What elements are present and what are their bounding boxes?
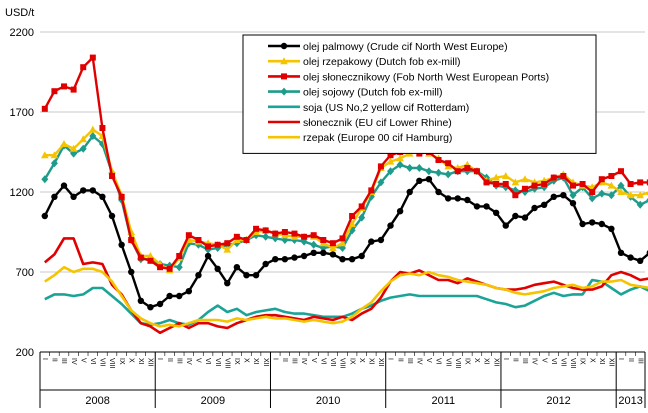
x-tick-label: X <box>127 358 135 363</box>
data-point <box>618 250 624 256</box>
x-tick-label: I <box>386 358 394 360</box>
data-point <box>628 181 634 187</box>
data-point <box>138 298 144 304</box>
legend-item <box>268 71 549 83</box>
x-tick-label: XII <box>492 358 500 367</box>
x-tick-label: I <box>271 358 279 360</box>
data-point <box>445 160 451 166</box>
x-tick-label: XII <box>607 358 615 367</box>
data-point <box>291 231 297 237</box>
x-tick-label: VI <box>88 358 96 365</box>
data-point <box>493 210 499 216</box>
data-point <box>272 231 278 237</box>
x-tick-label: VI <box>319 358 327 365</box>
data-point <box>281 43 287 49</box>
year-label: 2010 <box>315 395 341 407</box>
data-point <box>147 258 153 264</box>
data-point <box>387 222 393 228</box>
x-tick-label: IX <box>117 358 125 365</box>
data-point <box>109 213 115 219</box>
data-point <box>340 235 346 241</box>
data-point <box>195 272 201 278</box>
data-point <box>214 266 220 272</box>
data-point <box>224 240 230 246</box>
data-point <box>368 187 374 193</box>
x-tick-label: X <box>242 358 250 363</box>
y-tick-label: 2200 <box>9 27 34 39</box>
legend-label: olej rzepakowy (Dutch fob ex-mill) <box>303 56 461 69</box>
data-point <box>205 243 211 249</box>
data-point <box>349 256 355 262</box>
data-point <box>157 301 163 307</box>
x-tick-label: III <box>175 358 183 364</box>
data-point <box>551 194 557 200</box>
x-tick-label: X <box>588 358 596 363</box>
data-point <box>147 304 153 310</box>
x-tick-label: I <box>40 358 48 360</box>
data-point <box>263 227 269 233</box>
data-point <box>90 55 96 61</box>
x-tick-label: I <box>501 358 509 360</box>
y-tick-label: 200 <box>15 347 34 359</box>
data-point <box>215 242 221 248</box>
data-point <box>570 200 576 206</box>
data-point <box>474 203 480 209</box>
data-point <box>80 64 86 70</box>
y-tick-label: 1700 <box>9 107 34 119</box>
x-tick-label: III <box>290 358 298 364</box>
data-point <box>301 253 307 259</box>
data-point <box>109 173 115 179</box>
x-tick-label: VIII <box>223 358 231 369</box>
x-tick-label: II <box>511 358 519 362</box>
data-point <box>128 237 134 243</box>
data-point <box>51 88 57 94</box>
data-point <box>378 163 384 169</box>
x-tick-label: IX <box>463 358 471 365</box>
data-point <box>234 234 240 240</box>
data-point <box>464 165 470 171</box>
data-point <box>320 237 326 243</box>
data-point <box>291 254 297 260</box>
x-tick-label: VIII <box>569 358 577 369</box>
data-point <box>330 251 336 257</box>
x-tick-label: XII <box>261 358 269 367</box>
data-point <box>339 256 345 262</box>
x-tick-label: IX <box>578 358 586 365</box>
x-tick-label: III <box>521 358 529 364</box>
data-point <box>51 194 57 200</box>
y-tick-label: 1200 <box>9 187 34 199</box>
data-point <box>579 221 585 227</box>
data-point <box>416 178 422 184</box>
x-tick-label: X <box>357 358 365 363</box>
x-tick-label: IV <box>69 358 77 365</box>
x-tick-label: VIII <box>338 358 346 369</box>
data-point <box>281 73 287 79</box>
data-point <box>435 189 441 195</box>
data-point <box>243 237 249 243</box>
legend-item <box>268 41 508 53</box>
x-tick-label: III <box>405 358 413 364</box>
legend-label: soja (US No,2 yellow cif Rotterdam) <box>303 101 470 114</box>
data-point <box>61 182 67 188</box>
data-point <box>99 194 105 200</box>
data-point <box>378 237 384 243</box>
x-tick-label: XI <box>252 358 260 365</box>
x-tick-label: IX <box>233 358 241 365</box>
data-point <box>397 208 403 214</box>
data-point <box>474 168 480 174</box>
data-point <box>128 269 134 275</box>
x-tick-label: XI <box>367 358 375 365</box>
data-point <box>234 264 240 270</box>
x-tick-label: V <box>194 358 202 363</box>
y-axis-label: USD/t <box>5 7 35 19</box>
year-label: 2009 <box>200 395 226 407</box>
data-point <box>522 214 528 220</box>
data-point <box>253 272 259 278</box>
x-tick-label: V <box>309 358 317 363</box>
data-point <box>407 189 413 195</box>
data-point <box>301 234 307 240</box>
x-tick-label: VI <box>204 358 212 365</box>
x-tick-label: I <box>617 358 625 360</box>
data-point <box>637 258 643 264</box>
data-point <box>455 195 461 201</box>
x-tick-label: VIII <box>108 358 116 369</box>
data-point <box>627 254 633 260</box>
x-tick-label: VII <box>213 358 221 367</box>
data-point <box>599 176 605 182</box>
data-point <box>167 266 173 272</box>
data-point <box>455 168 461 174</box>
data-point <box>61 83 67 89</box>
data-point <box>522 186 528 192</box>
legend-label: rzepak (Europe 00 cif Hamburg) <box>303 132 453 145</box>
data-point <box>531 205 537 211</box>
data-point <box>483 203 489 209</box>
data-point <box>368 238 374 244</box>
x-tick-label: V <box>540 358 548 363</box>
x-tick-label: XI <box>482 358 490 365</box>
data-point <box>560 192 566 198</box>
data-point <box>224 280 230 286</box>
x-tick-label: VII <box>98 358 106 367</box>
x-tick-label: IV <box>185 358 193 365</box>
data-point <box>157 264 163 270</box>
legend-label: olej słonecznikowy (Fob North West European Ports) <box>303 71 550 84</box>
data-point <box>272 256 278 262</box>
data-point <box>42 106 48 112</box>
x-tick-label: XI <box>597 358 605 365</box>
data-point <box>512 192 518 198</box>
data-point <box>426 176 432 182</box>
data-point <box>359 253 365 259</box>
data-point <box>637 179 643 185</box>
data-point <box>560 173 566 179</box>
data-point <box>532 183 538 189</box>
data-point <box>320 250 326 256</box>
data-point <box>118 242 124 248</box>
data-point <box>310 250 316 256</box>
x-tick-label: IX <box>348 358 356 365</box>
x-tick-label: II <box>281 358 289 362</box>
data-point <box>618 168 624 174</box>
data-point <box>599 221 605 227</box>
legend-label: słonecznik (EU cif Lower Rhine) <box>303 117 452 129</box>
data-point <box>503 222 509 228</box>
data-point <box>445 195 451 201</box>
data-point <box>589 219 595 225</box>
data-point <box>282 256 288 262</box>
data-point <box>253 226 259 232</box>
x-tick-label: IV <box>300 358 308 365</box>
data-point <box>608 173 614 179</box>
x-tick-label: II <box>626 358 634 362</box>
data-point <box>570 183 576 189</box>
data-point <box>176 253 182 259</box>
year-label: 2011 <box>431 395 456 407</box>
x-tick-label: XII <box>377 358 385 367</box>
x-tick-label: VI <box>549 358 557 365</box>
data-point <box>541 202 547 208</box>
data-point <box>80 187 86 193</box>
x-tick-label: VI <box>434 358 442 365</box>
data-point <box>464 197 470 203</box>
x-tick-label: III <box>60 358 68 364</box>
data-point <box>71 87 77 93</box>
x-tick-label: I <box>156 358 164 360</box>
x-tick-label: II <box>165 358 173 362</box>
data-point <box>90 187 96 193</box>
x-tick-label: XI <box>136 358 144 365</box>
x-tick-label: V <box>79 358 87 363</box>
y-tick-label: 700 <box>15 267 34 279</box>
data-point <box>589 189 595 195</box>
data-point <box>195 237 201 243</box>
x-tick-label: III <box>636 358 644 364</box>
data-point <box>436 157 442 163</box>
legend <box>243 35 596 153</box>
data-point <box>493 181 499 187</box>
data-point <box>70 194 76 200</box>
x-tick-label: V <box>425 358 433 363</box>
year-label: 2013 <box>618 395 643 407</box>
data-point <box>359 203 365 209</box>
data-point <box>484 179 490 185</box>
data-point <box>349 213 355 219</box>
x-tick-label: IV <box>530 358 538 365</box>
x-tick-label: X <box>473 358 481 363</box>
data-point <box>541 181 547 187</box>
data-point <box>262 261 268 267</box>
data-point <box>42 213 48 219</box>
data-point <box>282 229 288 235</box>
x-tick-label: IV <box>415 358 423 365</box>
data-point <box>186 288 192 294</box>
data-point <box>99 125 105 131</box>
x-tick-label: II <box>396 358 404 362</box>
data-point <box>311 232 317 238</box>
data-point <box>512 213 518 219</box>
data-point <box>503 181 509 187</box>
legend-label: olej sojowy (Dutch fob ex-mill) <box>303 86 443 99</box>
x-tick-label: VII <box>329 358 337 367</box>
data-point <box>176 293 182 299</box>
data-point <box>551 175 557 181</box>
x-tick-label: II <box>50 358 58 362</box>
data-point <box>138 255 144 261</box>
data-point <box>166 293 172 299</box>
data-point <box>330 240 336 246</box>
year-label: 2012 <box>546 395 571 407</box>
data-point <box>119 194 125 200</box>
data-point <box>205 253 211 259</box>
data-point <box>608 226 614 232</box>
x-tick-label: VII <box>559 358 567 367</box>
legend-label: olej palmowy (Crude cif North West Europe) <box>303 41 508 53</box>
x-tick-label: VII <box>444 358 452 367</box>
data-point <box>243 272 249 278</box>
data-point <box>580 181 586 187</box>
year-label: 2008 <box>85 395 110 407</box>
x-tick-label: XII <box>146 358 154 367</box>
data-point <box>186 232 192 238</box>
x-tick-label: VIII <box>453 358 461 369</box>
